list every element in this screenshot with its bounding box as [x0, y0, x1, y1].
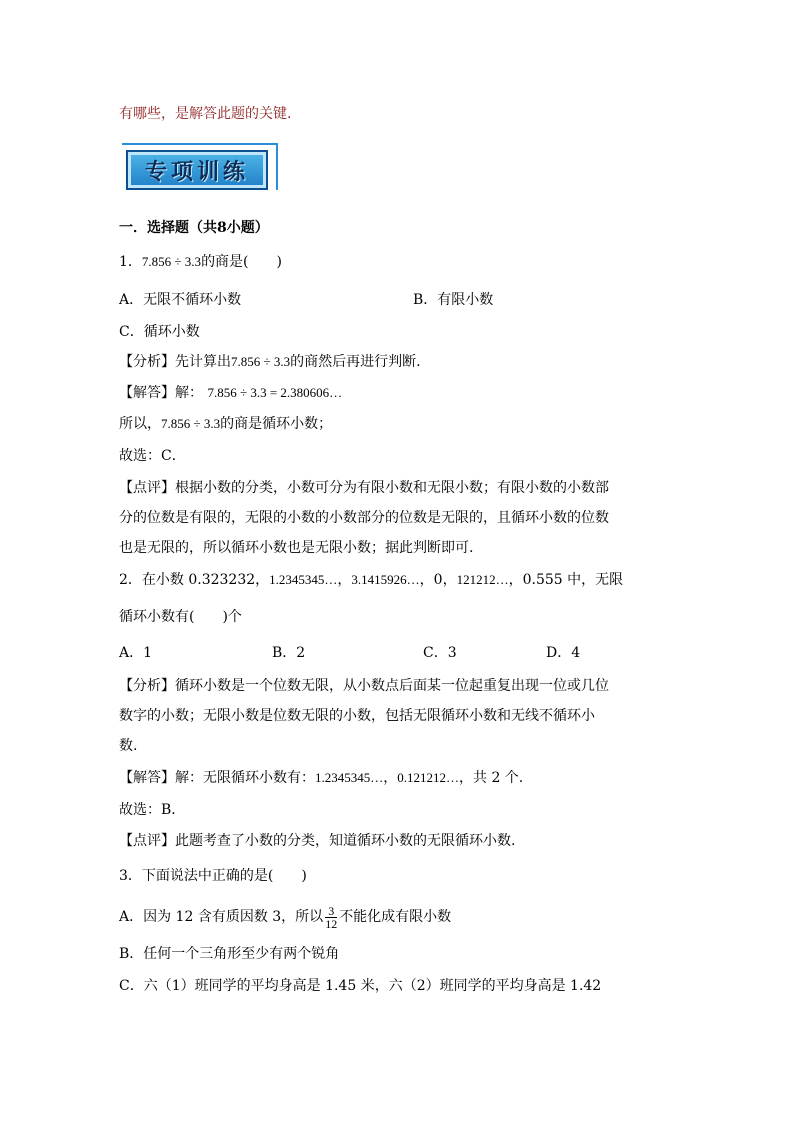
- q2-answer-prefix: 解：无限循环小数有：: [175, 770, 315, 786]
- section-title: 一．选择题（共8小题）: [119, 220, 269, 236]
- q1-analysis-prefix: 先计算出: [175, 354, 231, 370]
- q2-stem-mid: ，0，: [419, 572, 457, 588]
- q2-stem-prefix: 2．在小数 0.323232，: [119, 572, 270, 588]
- q1-comment-line-3: 也是无限的，所以循环小数也是无限小数；据此判断即可.: [119, 540, 474, 556]
- q2-analysis-line-2: 数字的小数；无限小数是位数无限的小数，包括无限循环小数和无线不循环小: [119, 708, 595, 724]
- q1-choice: 故选：C．: [119, 448, 186, 464]
- q2-stem-line-1: [119, 570, 623, 590]
- q3-option-c: C．六（1）班同学的平均身高是 1.45 米，六（2）班同学的平均身高是 1.42: [119, 978, 602, 994]
- q2-analysis-line-3: 数.: [119, 738, 138, 754]
- q2-answer-label: 【解答】: [119, 770, 175, 786]
- q2-analysis-label: 【分析】: [119, 678, 175, 694]
- q1-analysis: [119, 352, 421, 372]
- q3-option-a: [119, 903, 451, 931]
- q2-answer: [119, 768, 523, 788]
- q1-stem-suffix: 的商是( ): [201, 254, 282, 270]
- q3-option-a-prefix: A．因为 12 含有质因数 3，所以: [119, 909, 324, 925]
- q1-comment-line-2: 分的位数是有限的，无限的小数的小数部分的位数是无限的，且循环小数的位数: [119, 510, 609, 526]
- q1-comment-line-1: [119, 478, 609, 498]
- banner-label: 专项训练: [144, 159, 249, 185]
- q1-comment-text-1: 根据小数的分类，小数可分为有限小数和无限小数；有限小数的小数部: [175, 480, 609, 496]
- q3-option-b: B．任何一个三角形至少有两个锐角: [119, 946, 340, 962]
- q1-number: 1．: [119, 254, 142, 270]
- fraction-denominator: 12: [325, 916, 338, 931]
- q2-analysis-text-1: 循环小数是一个位数无限，从小数点后面某一位起重复出现一位或几位: [175, 678, 609, 694]
- q1-option-c: C．循环小数: [119, 324, 200, 340]
- q1-so-suffix: 的商是循环小数；: [220, 416, 333, 432]
- q2-stem-math-3: 121212…: [456, 572, 509, 587]
- q3-option-a-suffix: 不能化成有限小数: [339, 909, 452, 925]
- q2-answer-math-2: 0.121212…: [397, 770, 459, 785]
- fraction-numerator: 3: [325, 905, 337, 918]
- q3-option-a-fraction: [325, 905, 337, 930]
- q1-so-math: 7.856 ÷ 3.3: [161, 416, 221, 431]
- q1-option-b: B．有限小数: [413, 292, 494, 308]
- q2-option-a: A．1: [119, 645, 153, 661]
- q2-option-d: D．4: [546, 645, 581, 661]
- q2-option-b: B．2: [272, 645, 306, 661]
- q2-answer-math-1: 1.2345345…: [315, 770, 384, 785]
- q2-comment-label: 【点评】: [119, 833, 175, 849]
- q1-so-prefix: 所以，: [119, 416, 161, 432]
- q2-stem-math-2: 3.1415926…: [351, 572, 420, 587]
- q2-option-c: C．3: [423, 645, 457, 661]
- q1-comment-label: 【点评】: [119, 480, 175, 496]
- q2-comment: [119, 831, 515, 851]
- q1-option-a: A．无限不循环小数: [119, 292, 242, 308]
- q2-choice: 故选：B．: [119, 802, 186, 818]
- intro-tail-text: 有哪些，是解答此题的关键.: [119, 106, 292, 122]
- q1-answer-math: 7.856 ÷ 3.3 = 2.380606…: [207, 385, 343, 400]
- q2-stem-line-2: 循环小数有( )个: [119, 609, 242, 625]
- q1-stem-math: 7.856 ÷ 3.3: [141, 254, 202, 269]
- q2-analysis-line-1: [119, 676, 609, 696]
- q2-stem-math-1: 1.2345345…: [269, 572, 338, 587]
- q2-stem-suffix: ，0.555 中，无限: [508, 572, 624, 588]
- q2-answer-sep: ，: [383, 770, 398, 786]
- q1-analysis-label: 【分析】: [119, 354, 175, 370]
- q3-stem: 3．下面说法中正确的是( ): [119, 868, 307, 884]
- q1-analysis-suffix: 的商然后再进行判断.: [290, 354, 421, 370]
- q1-analysis-math: 7.856 ÷ 3.3: [231, 354, 291, 369]
- section-banner: [126, 150, 268, 190]
- q2-stem-sep: ，: [337, 572, 352, 588]
- q1-answer-label: 【解答】: [119, 385, 175, 401]
- q2-comment-text: 此题考查了小数的分类，知道循环小数的无限循环小数.: [175, 833, 516, 849]
- q1-so-line: [119, 414, 332, 434]
- q1-answer-prefix: 解：: [175, 385, 203, 401]
- q1-stem: [119, 252, 282, 272]
- q2-answer-suffix: ，共 2 个.: [459, 770, 524, 786]
- q1-answer: [119, 383, 342, 403]
